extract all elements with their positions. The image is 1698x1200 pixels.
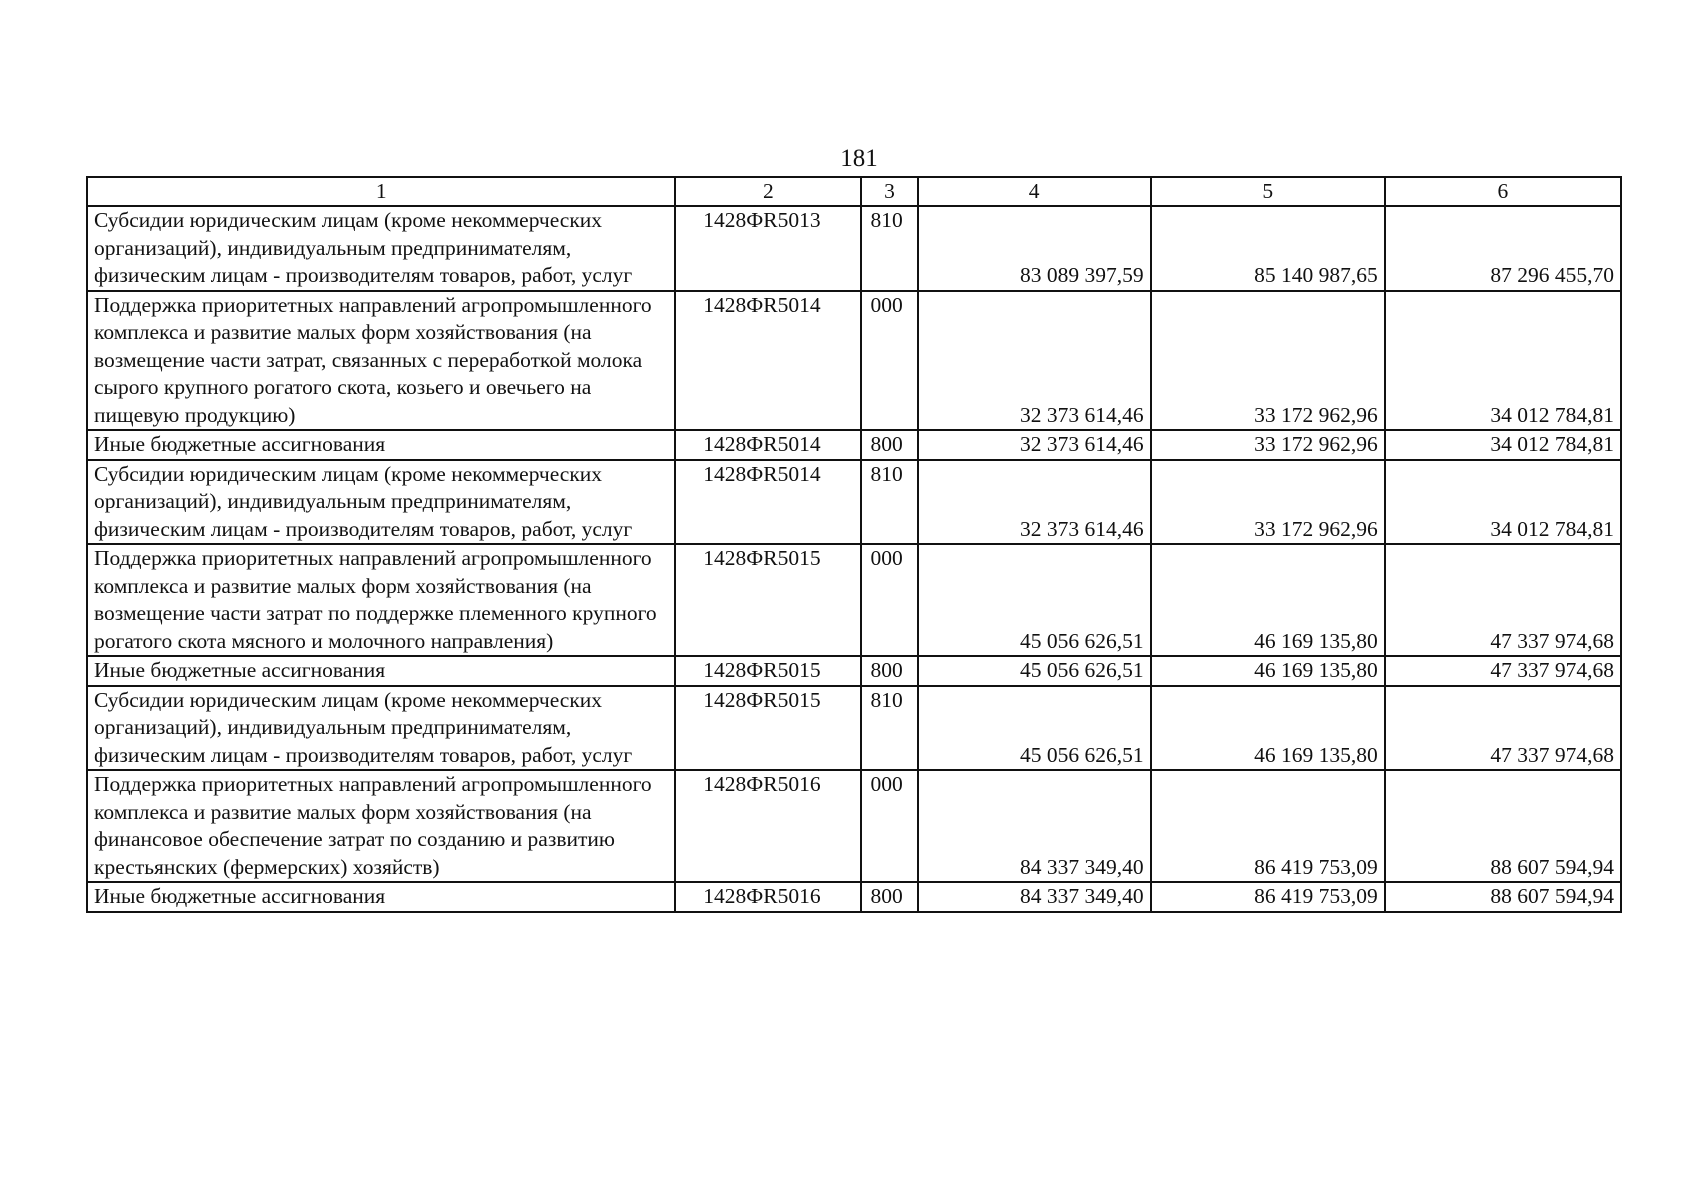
- table-row: [87, 686, 1621, 771]
- page-number: 181: [840, 145, 878, 172]
- row-amount-col6: 47 337 974,68: [1385, 686, 1621, 771]
- row-code: 1428ФR5016: [675, 882, 861, 912]
- row-name: Субсидии юридическим лицам (кроме некоммерческих организаций), индивидуальным предпринимателям, физическим лицам - производителям товаров, работ, услуг: [87, 460, 675, 545]
- row-type: 000: [861, 770, 917, 882]
- row-amount-col6: 47 337 974,68: [1385, 656, 1621, 686]
- row-type: 800: [861, 656, 917, 686]
- row-amount-col6: 34 012 784,81: [1385, 460, 1621, 545]
- row-type: 810: [861, 686, 917, 771]
- row-amount-col5: 86 419 753,09: [1151, 770, 1385, 882]
- column-header: 2: [675, 177, 861, 206]
- row-amount-col6: 88 607 594,94: [1385, 770, 1621, 882]
- table-row: [87, 291, 1621, 431]
- column-header: 3: [861, 177, 917, 206]
- row-amount-col4: 83 089 397,59: [918, 206, 1151, 291]
- row-amount-col6: 88 607 594,94: [1385, 882, 1621, 912]
- row-name: Поддержка приоритетных направлений агропромышленного комплекса и развитие малых форм хозяйствования (на финансовое обеспечение затрат по созданию и развитию крестьянских (фермерских) хозяйств): [87, 770, 675, 882]
- row-amount-col5: 33 172 962,96: [1151, 460, 1385, 545]
- row-code: 1428ФR5015: [675, 686, 861, 771]
- row-name: Иные бюджетные ассигнования: [87, 882, 675, 912]
- column-header: 4: [918, 177, 1151, 206]
- column-header: 6: [1385, 177, 1621, 206]
- column-header: 5: [1151, 177, 1385, 206]
- row-name: Иные бюджетные ассигнования: [87, 656, 675, 686]
- row-code: 1428ФR5014: [675, 460, 861, 545]
- row-amount-col4: 84 337 349,40: [918, 770, 1151, 882]
- row-amount-col6: 87 296 455,70: [1385, 206, 1621, 291]
- table-row: [87, 656, 1621, 686]
- row-code: 1428ФR5013: [675, 206, 861, 291]
- row-amount-col5: 85 140 987,65: [1151, 206, 1385, 291]
- row-name: Субсидии юридическим лицам (кроме некоммерческих организаций), индивидуальным предпринимателям, физическим лицам - производителям товаров, работ, услуг: [87, 686, 675, 771]
- row-name: Субсидии юридическим лицам (кроме некоммерческих организаций), индивидуальным предпринимателям, физическим лицам - производителям товаров, работ, услуг: [87, 206, 675, 291]
- column-header: 1: [87, 177, 675, 206]
- row-amount-col6: 34 012 784,81: [1385, 430, 1621, 460]
- table-row: [87, 544, 1621, 656]
- table-row: [87, 882, 1621, 912]
- row-name: Поддержка приоритетных направлений агропромышленного комплекса и развитие малых форм хозяйствования (на возмещение части затрат по поддержке племенного крупного рогатого скота мясного и молочного направления): [87, 544, 675, 656]
- row-amount-col6: 47 337 974,68: [1385, 544, 1621, 656]
- row-type: 800: [861, 882, 917, 912]
- row-type: 810: [861, 206, 917, 291]
- table-row: [87, 206, 1621, 291]
- table-header-row: [87, 177, 1621, 206]
- table-row: [87, 770, 1621, 882]
- row-code: 1428ФR5014: [675, 430, 861, 460]
- row-code: 1428ФR5015: [675, 656, 861, 686]
- row-amount-col5: 33 172 962,96: [1151, 430, 1385, 460]
- row-amount-col6: 34 012 784,81: [1385, 291, 1621, 431]
- row-amount-col4: 32 373 614,46: [918, 430, 1151, 460]
- row-type: 810: [861, 460, 917, 545]
- row-type: 800: [861, 430, 917, 460]
- row-amount-col4: 32 373 614,46: [918, 460, 1151, 545]
- row-type: 000: [861, 544, 917, 656]
- row-amount-col5: 86 419 753,09: [1151, 882, 1385, 912]
- row-code: 1428ФR5015: [675, 544, 861, 656]
- row-amount-col5: 46 169 135,80: [1151, 686, 1385, 771]
- row-code: 1428ФR5016: [675, 770, 861, 882]
- budget-table: [86, 176, 1622, 913]
- table-row: [87, 430, 1621, 460]
- row-amount-col4: 45 056 626,51: [918, 656, 1151, 686]
- row-code: 1428ФR5014: [675, 291, 861, 431]
- row-name: Иные бюджетные ассигнования: [87, 430, 675, 460]
- row-amount-col4: 32 373 614,46: [918, 291, 1151, 431]
- row-name: Поддержка приоритетных направлений агропромышленного комплекса и развитие малых форм хозяйствования (на возмещение части затрат, связанных с переработкой молока сырого крупного рогатого скота, козьего и овечьего на пищевую продукцию): [87, 291, 675, 431]
- row-amount-col4: 45 056 626,51: [918, 544, 1151, 656]
- row-amount-col5: 46 169 135,80: [1151, 544, 1385, 656]
- row-amount-col5: 33 172 962,96: [1151, 291, 1385, 431]
- row-amount-col5: 46 169 135,80: [1151, 656, 1385, 686]
- row-amount-col4: 45 056 626,51: [918, 686, 1151, 771]
- row-amount-col4: 84 337 349,40: [918, 882, 1151, 912]
- row-type: 000: [861, 291, 917, 431]
- table-row: [87, 460, 1621, 545]
